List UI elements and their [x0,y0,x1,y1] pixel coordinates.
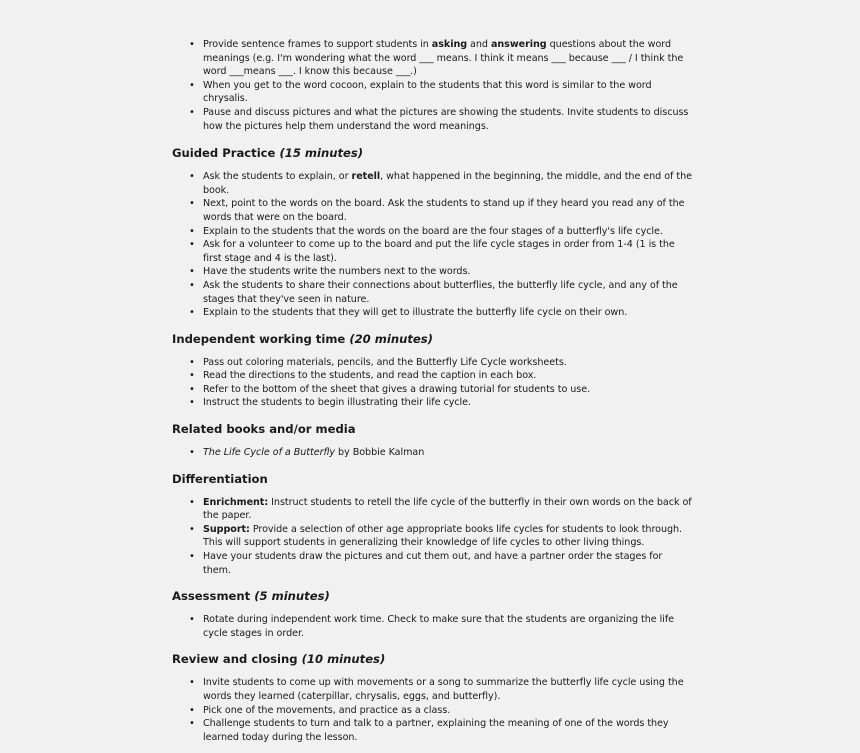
book-author: by Bobbie Kalman [335,447,425,459]
list-item: • Challenge students to turn and talk to a partner, explaining the meaning of one of the words they learned today during the lesson. [172,717,692,744]
guided-practice-list [172,170,692,320]
list-item: • Pass out coloring materials, pencils, and the Butterfly Life Cycle worksheets. [172,356,692,370]
heading-duration: (5 minutes) [254,589,330,604]
heading-text: Review and closing [172,652,302,667]
list-item: • Invite students to come up with movements or a song to summarize the butterfly life cycle using the words they learned (caterpillar, chrysalis, eggs, and butterfly). [172,676,692,703]
list-item: • Read the directions to the students, and read the caption in each box. [172,369,692,383]
list-item: • Pick one of the movements, and practice as a class. [172,704,692,718]
heading-text: Guided Practice [172,146,280,161]
heading-duration: (15 minutes) [279,146,364,161]
section-heading-assessment [172,589,692,604]
review-list [172,676,692,744]
related-books-list [172,446,692,460]
list-item [172,523,692,550]
section-heading-review [172,652,692,667]
section-heading-differentiation: Differentiation [172,471,268,486]
heading-duration: (10 minutes) [301,652,386,667]
book-title: The Life Cycle of a Butterfly [203,447,336,459]
list-item [172,496,692,523]
list-item [172,446,692,460]
heading-text: Independent working time [172,331,350,346]
list-item: • Have your students draw the pictures and cut them out, and have a partner order the stages for them. [172,550,692,577]
assessment-list [172,613,692,640]
list-item: • Instruct the students to begin illustrating their life cycle. [172,396,692,410]
list-item: • Refer to the bottom of the sheet that gives a drawing tutorial for students to use. [172,383,692,397]
bold-term: Enrichment: [203,496,269,508]
list-item: • Explain to the students that the words on the board are the four stages of a butterfly's life cycle. [172,225,692,239]
item-text: Provide sentence frames to support students in [203,39,432,50]
list-item: • Explain to the students that they will get to illustrate the butterfly life cycle on their own. [172,306,692,320]
section-heading-related-books: Related books and/or media [172,422,356,437]
bold-term: answering [490,39,547,50]
item-text: questions about the word meanings (e.g. I'm wondering what the word ___ means. I think it means ___ because ___ / I think the word ___means ___. I know this because ___.) [203,39,684,78]
independent-list [172,356,692,410]
item-text: and [467,39,491,50]
list-item: • Pause and discuss pictures and what the pictures are showing the students. Invite students to discuss how the pictures help them understand the word meanings. [172,106,692,133]
bold-term: asking [431,39,468,50]
bold-term: Support: [203,523,250,535]
section-heading-guided-practice [172,146,692,161]
differentiation-list [172,496,692,578]
lesson-plan-document [172,38,692,744]
intro-list [172,38,692,133]
list-item: • Rotate during independent work time. Check to make sure that the students are organizing the life cycle stages in order. [172,613,692,640]
list-item: • Have the students write the numbers next to the words. [172,265,692,279]
heading-duration: (20 minutes) [349,331,433,346]
list-item [172,38,692,79]
list-item: • When you get to the word cocoon, explain to the students that this word is similar to the word chrysalis. [172,79,692,106]
list-item: • Next, point to the words on the board. Ask the students to stand up if they heard you read any of the words that were on the board. [172,197,692,224]
bold-term: retell [351,171,381,183]
item-text: Instruct students to retell the life cycle of the butterfly in their own words on the back of the paper. [203,496,692,522]
list-item [172,170,692,197]
section-heading-independent [172,332,692,347]
item-text: , what happened in the beginning, the middle, and the end of the book. [203,171,692,196]
item-text: Ask the students to explain, or [203,171,352,183]
list-item: • Ask for a volunteer to come up to the board and put the life cycle stages in order from 1-4 (1 is the first stage and 4 is the last). [172,238,692,265]
list-item: • Ask the students to share their connections about butterflies, the butterfly life cycle, and any of the stages that they've seen in nature. [172,279,692,306]
heading-text: Assessment [172,589,255,604]
item-text: Provide a selection of other age appropriate books life cycles for students to look through. This will support students in generalizing their knowledge of life cycles to other living things. [203,523,683,549]
